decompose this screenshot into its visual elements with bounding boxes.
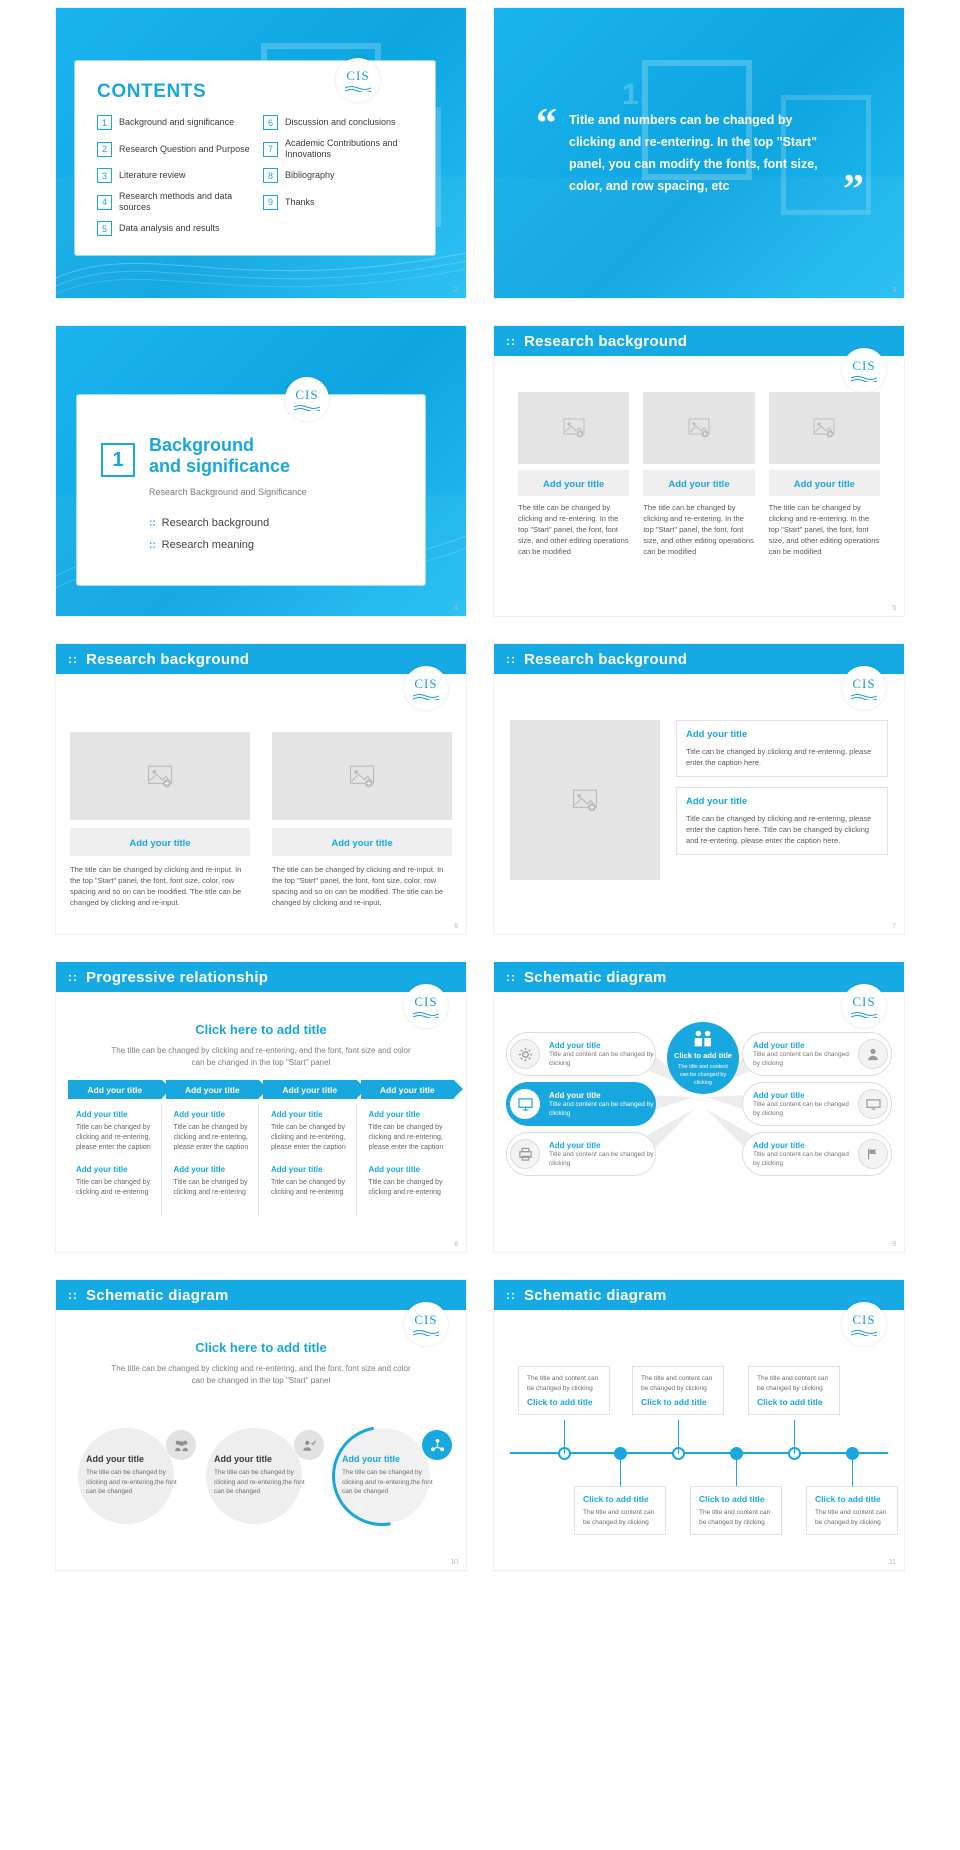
logo-text: CIS [346,68,370,83]
person-icon [858,1039,888,1069]
ghost-number: 1 [622,78,639,111]
slide-header [56,644,466,674]
box-body: The title and content can be changed by clicking [641,1375,713,1392]
toc-label: Thanks [285,196,315,207]
arrow-label: Add your title [379,1084,435,1095]
header-title: Schematic diagram [524,1286,667,1304]
logo-text: CIS [414,1312,438,1327]
logo-text: CIS [852,676,876,691]
box-title: Click to add title [527,1397,593,1407]
hub-item-text [753,1141,849,1168]
person-check-glyph [302,1439,316,1452]
center-title[interactable]: Click here to add title [195,1022,327,1037]
header-title: Schematic diagram [86,1286,229,1304]
quote-close-icon: ” [843,167,864,213]
flag-icon [858,1139,888,1169]
column [263,1104,357,1216]
header-dots-icon: :: [68,970,78,984]
toc-number: 5 [97,221,112,236]
section-bullet-2[interactable] [149,539,254,551]
toc-label: Discussion and conclusions [285,117,396,127]
contents-card [74,60,436,256]
timeline-stem [620,1454,621,1488]
group-glyph [174,1439,189,1452]
page-number: 8 [454,1241,458,1248]
brand-logo [842,1302,886,1346]
slide-schematic-hub[interactable] [494,962,904,1252]
column-caption[interactable] [769,470,880,496]
section-bullet-1[interactable] [149,517,269,529]
column-title: Add your title [368,1110,421,1119]
detail-columns [68,1104,454,1216]
quote-container [494,8,904,298]
column [361,1104,455,1216]
hub-item-title: Add your title [753,1040,805,1050]
column [166,1104,260,1216]
column-body: Title can be changed by clicking and re-entering, please enter the caption [173,1124,249,1151]
header-dots-icon: :: [506,652,516,666]
network-glyph [430,1438,445,1452]
page-number: 11 [888,1559,896,1566]
hub-item-text [549,1041,655,1068]
timeline-box-top-1[interactable] [518,1366,610,1415]
arrow-row [68,1080,454,1099]
hub-item-body: Title and content can be changed by clicking [549,1150,654,1167]
timeline-box-top-2[interactable] [632,1366,724,1415]
monitor-icon [858,1089,888,1119]
hub-center[interactable] [667,1022,739,1094]
circle-title: Add your title [342,1454,400,1464]
hub-item-body: Title and content can be changed by clicking [549,1100,654,1117]
monitor-glyph [866,1098,881,1111]
slide-research-background-image-left[interactable] [494,644,904,934]
logo-wave-icon [345,85,371,92]
person-glyph [866,1047,880,1061]
header-dots-icon: :: [506,970,516,984]
column-title: Add your title [271,1110,323,1119]
section-number: 1 [101,443,135,477]
circle-body: The title can be changed by clicking and re-entering,the font can be changed [342,1469,433,1495]
printer-glyph [518,1147,533,1161]
timeline-box-bottom-2[interactable] [690,1486,782,1535]
box-body: Title can be changed by clicking and re-entering, please enter the caption here. Title can be changed by clicking and re-entering, please enter the caption here. [686,814,872,845]
page-number: 6 [454,923,458,930]
logo-text: CIS [852,358,876,373]
hub-item-text [549,1091,655,1118]
logo-wave-icon [413,693,439,700]
toc-label: Background and significance [119,117,235,127]
brand-logo [404,984,448,1028]
image-placeholder[interactable] [769,392,880,464]
timeline-stem [678,1420,679,1454]
column-caption[interactable] [272,828,452,856]
arrow-label: Add your title [87,1084,143,1095]
timeline-stem [564,1420,565,1454]
header-dots-icon: :: [506,1288,516,1302]
columns-container [70,732,452,908]
image-placeholder[interactable] [272,732,452,820]
logo-text: CIS [295,387,319,402]
slide-header [56,1280,466,1310]
logo-wave-icon [413,1329,439,1336]
section-card [76,387,426,586]
toc-number: 3 [97,168,112,183]
gear-glyph [518,1047,533,1062]
slide-header [494,644,904,674]
column-caption[interactable] [70,828,250,856]
hub-item-title: Add your title [753,1140,805,1150]
slide-header [56,962,466,992]
hub-item-title: Add your title [549,1140,601,1150]
table-of-contents [75,115,435,244]
list-item[interactable] [97,138,251,160]
arrow-label: Add your title [184,1084,240,1095]
circle-text [86,1454,182,1497]
column-title: Add your title [129,838,191,849]
page-number: 9 [892,1241,896,1248]
column-body-2: Title can be changed by clicking and re-entering [271,1179,346,1196]
text-box[interactable] [676,787,888,855]
image-icon [563,418,585,438]
center-title[interactable]: Click here to add title [195,1340,327,1355]
column [518,392,629,557]
list-item[interactable] [263,191,417,213]
column [769,392,880,557]
page-number: 2 [454,287,458,294]
presentation-glyph [518,1097,533,1111]
logo-text: CIS [414,994,438,1009]
column-body: Title can be changed by clicking and re-entering, please enter the caption [368,1124,444,1151]
hub-item-title: Add your title [753,1090,805,1100]
hub-item-body: Title and content can be changed by clicking [753,1050,849,1067]
circle-item-2[interactable] [206,1428,324,1524]
gear-icon [510,1039,540,1069]
toc-label: Bibliography [285,170,335,180]
header-dots-icon: :: [68,652,78,666]
column-caption[interactable] [643,470,754,496]
image-icon [349,765,375,788]
column-caption[interactable] [518,470,629,496]
logo-wave-icon [413,1011,439,1018]
presentation-icon [510,1089,540,1119]
image-icon [688,418,710,438]
image-icon [147,765,173,788]
page-number: 4 [454,605,458,612]
brand-logo [285,377,329,421]
hub-item-text [549,1141,655,1168]
circle-text [214,1454,310,1497]
header-dots-icon: :: [506,334,516,348]
logo-text: CIS [414,676,438,691]
image-placeholder[interactable] [510,720,660,880]
arrow-step[interactable] [68,1080,162,1099]
image-icon [572,789,598,812]
circle-title: Add your title [214,1454,272,1464]
slide-schematic-circles[interactable] [56,1280,466,1570]
slide-section-divider[interactable] [56,326,466,616]
hub-item-body: Title and content can be changed by clicking [753,1150,849,1167]
header-title: Research background [86,650,250,668]
toc-number: 8 [263,168,278,183]
timeline-stem [736,1454,737,1488]
column-body: The title can be changed by clicking and re-input. In the top "Start" panel, the font, font size, color, row spacing and so on can be modified. The title can be changed by clicking and re-input. [70,865,242,907]
box-title: Click to add title [699,1494,765,1504]
column-title-2: Add your title [173,1165,226,1174]
list-item[interactable] [97,115,251,130]
hub-item-title: Add your title [549,1040,601,1050]
box-body: The title and content can be changed by clicking [699,1509,771,1526]
circle-text [342,1454,438,1497]
hub-item-body: Title and content can be changed by clicking [753,1100,849,1117]
brand-logo [842,348,886,392]
list-item[interactable] [263,138,417,160]
logo-wave-icon [851,375,877,382]
column-body: The title can be changed by clicking and re-input. In the top "Start" panel, the font, font size, color, row spacing and so on can be modified. The title can be changed by clicking and re-input. [272,865,444,907]
image-icon [813,418,835,438]
box-title: Add your title [686,729,748,740]
circle-title: Add your title [86,1454,144,1464]
box-body: The title and content can be changed by clicking [815,1509,887,1526]
slide-research-background-2col[interactable] [56,644,466,934]
brand-logo [404,666,448,710]
section-title-line2: and significance [149,456,291,476]
toc-number: 6 [263,115,278,130]
section-bullet-label: Research meaning [161,539,255,551]
section-title [149,435,290,477]
column-body-2: Title can be changed by clicking and re-entering [368,1179,443,1196]
box-body: The title and content can be changed by clicking [583,1509,655,1526]
page-number: 5 [892,605,896,612]
logo-text: CIS [852,994,876,1009]
timeline-stem [794,1420,795,1454]
box-title: Click to add title [641,1397,707,1407]
circle-body: The title can be changed by clicking and re-entering,the font can be changed [86,1469,177,1495]
list-item[interactable] [97,168,251,183]
logo-wave-icon [851,693,877,700]
hub-item-body: Title and content can be changed by clicking [549,1050,654,1067]
timeline-box-bottom-1[interactable] [574,1486,666,1535]
column-body-2: Title can be changed by clicking and re-entering [173,1179,248,1196]
brand-logo [404,1302,448,1346]
header-title: Research background [524,650,688,668]
toc-label: Data analysis and results [119,223,220,233]
page-number: 3 [892,287,896,294]
column-title-2: Add your title [368,1165,421,1174]
slide-schematic-timeline[interactable] [494,1280,904,1570]
slide-header [494,962,904,992]
column-title: Add your title [76,1110,128,1119]
list-item[interactable] [263,115,417,130]
brand-logo [336,58,380,102]
column [643,392,754,557]
bullet-dots-icon: :: [149,518,156,529]
hub-item-title: Add your title [549,1090,601,1100]
column-body: The title can be changed by clicking and re-entering. In the top "Start" panel, the font, font size, and other editing operations can be modified [643,503,754,556]
column-body: The title can be changed by clicking and re-entering. In the top "Start" panel, the font, font size, and other editing operations can be modified [768,503,880,556]
column-body: Title can be changed by clicking and re-entering, please enter the caption [271,1124,346,1151]
column-title: Add your title [173,1110,226,1119]
toc-label: Research methods and data sources [119,191,233,212]
logo-text: CIS [852,1312,876,1327]
columns-container [518,392,880,557]
header-dots-icon: :: [68,1288,78,1302]
printer-icon [510,1139,540,1169]
toc-number: 1 [97,115,112,130]
column [68,1104,162,1216]
header-title: Research background [524,332,688,350]
box-title: Add your title [686,796,748,807]
section-subtitle: Research Background and Significance [149,487,307,497]
box-title: Click to add title [757,1397,823,1407]
center-subtitle: The title can be changed by clicking and re-entering, and the font, font size and color can be changed in the top "Start" panel [111,1364,411,1385]
slide-progressive-relationship[interactable] [56,962,466,1252]
header-title: Schematic diagram [524,968,667,986]
slide-research-background-3col[interactable] [494,326,904,616]
circle-body: The title can be changed by clicking and re-entering,the font can be changed [214,1469,305,1495]
hub-item-text [753,1091,849,1118]
arrow-step[interactable] [166,1080,260,1099]
column-title-2: Add your title [76,1165,128,1174]
column [70,732,250,908]
hub-title: Click to add title [674,1051,732,1060]
column-title: Add your title [668,479,730,490]
circle-item-3[interactable] [334,1428,452,1524]
image-placeholder[interactable] [518,392,629,464]
section-bullet-label: Research background [161,517,270,529]
timeline-box-bottom-3[interactable] [806,1486,898,1535]
column-title-2: Add your title [271,1165,323,1174]
slide-contents[interactable] [56,8,466,298]
circle-item-1[interactable] [78,1428,196,1524]
toc-number: 7 [263,142,278,157]
toc-number: 2 [97,142,112,157]
slide-header [494,1280,904,1310]
column [272,732,452,908]
toc-label: Academic Contributions and Innovations [285,138,398,159]
toc-label: Literature review [119,170,186,180]
logo-wave-icon [294,404,320,411]
box-body: The title and content can be changed by clicking [757,1375,829,1392]
list-item[interactable] [263,168,417,183]
quote-open-icon: “ [536,101,557,147]
bullet-dots-icon: :: [149,540,156,551]
page-number: 7 [892,923,896,930]
timeline-box-top-3[interactable] [748,1366,840,1415]
slide-header [494,326,904,356]
timeline-stem [852,1454,853,1488]
hub-item-text [753,1041,849,1068]
logo-wave-icon [851,1329,877,1336]
toc-number: 9 [263,195,278,210]
quote-text[interactable]: Title and numbers can be changed by clicking and re-entering. In the top "Start" panel, you can modify the fonts, font size, color, and row spacing, etc [569,113,818,193]
hub-body: The title and content can be changed by clicking [678,1064,728,1086]
arrow-step[interactable] [263,1080,357,1099]
column-title: Add your title [543,479,605,490]
column-body: Title can be changed by clicking and re-entering, please enter the caption [76,1124,151,1151]
column-title: Add your title [331,838,393,849]
image-placeholder[interactable] [70,732,250,820]
brand-logo [842,666,886,710]
text-column [676,720,888,855]
box-body: Title can be changed by clicking and re-entering, please enter the caption here. [686,747,872,767]
slide-quote[interactable] [494,8,904,298]
toc-label: Research Question and Purpose [119,143,250,154]
column-body-2: Title can be changed by clicking and re-entering [76,1179,151,1196]
arrow-label: Add your title [282,1084,338,1095]
box-title: Click to add title [583,1494,649,1504]
section-title-line1: Background [149,435,255,455]
people-icon [691,1029,715,1049]
text-box[interactable] [676,720,888,777]
box-title: Click to add title [815,1494,881,1504]
column-body: The title can be changed by clicking and re-entering. In the top "Start" panel, the font, font size, and other editing operations can be modified [518,503,629,556]
page-title: CONTENTS [97,81,207,102]
column-title: Add your title [793,479,855,490]
image-placeholder[interactable] [643,392,754,464]
flag-glyph [866,1147,880,1161]
toc-number: 4 [97,195,112,210]
center-subtitle: The title can be changed by clicking and re-entering, and the font, font size and color can be changed in the top "Start" panel [111,1046,411,1067]
list-item[interactable] [97,191,251,213]
box-body: The title and content can be changed by clicking [527,1375,599,1392]
arrow-step[interactable] [361,1080,455,1099]
header-title: Progressive relationship [86,968,269,986]
list-item[interactable] [97,221,251,236]
page-number: 10 [450,1559,458,1566]
